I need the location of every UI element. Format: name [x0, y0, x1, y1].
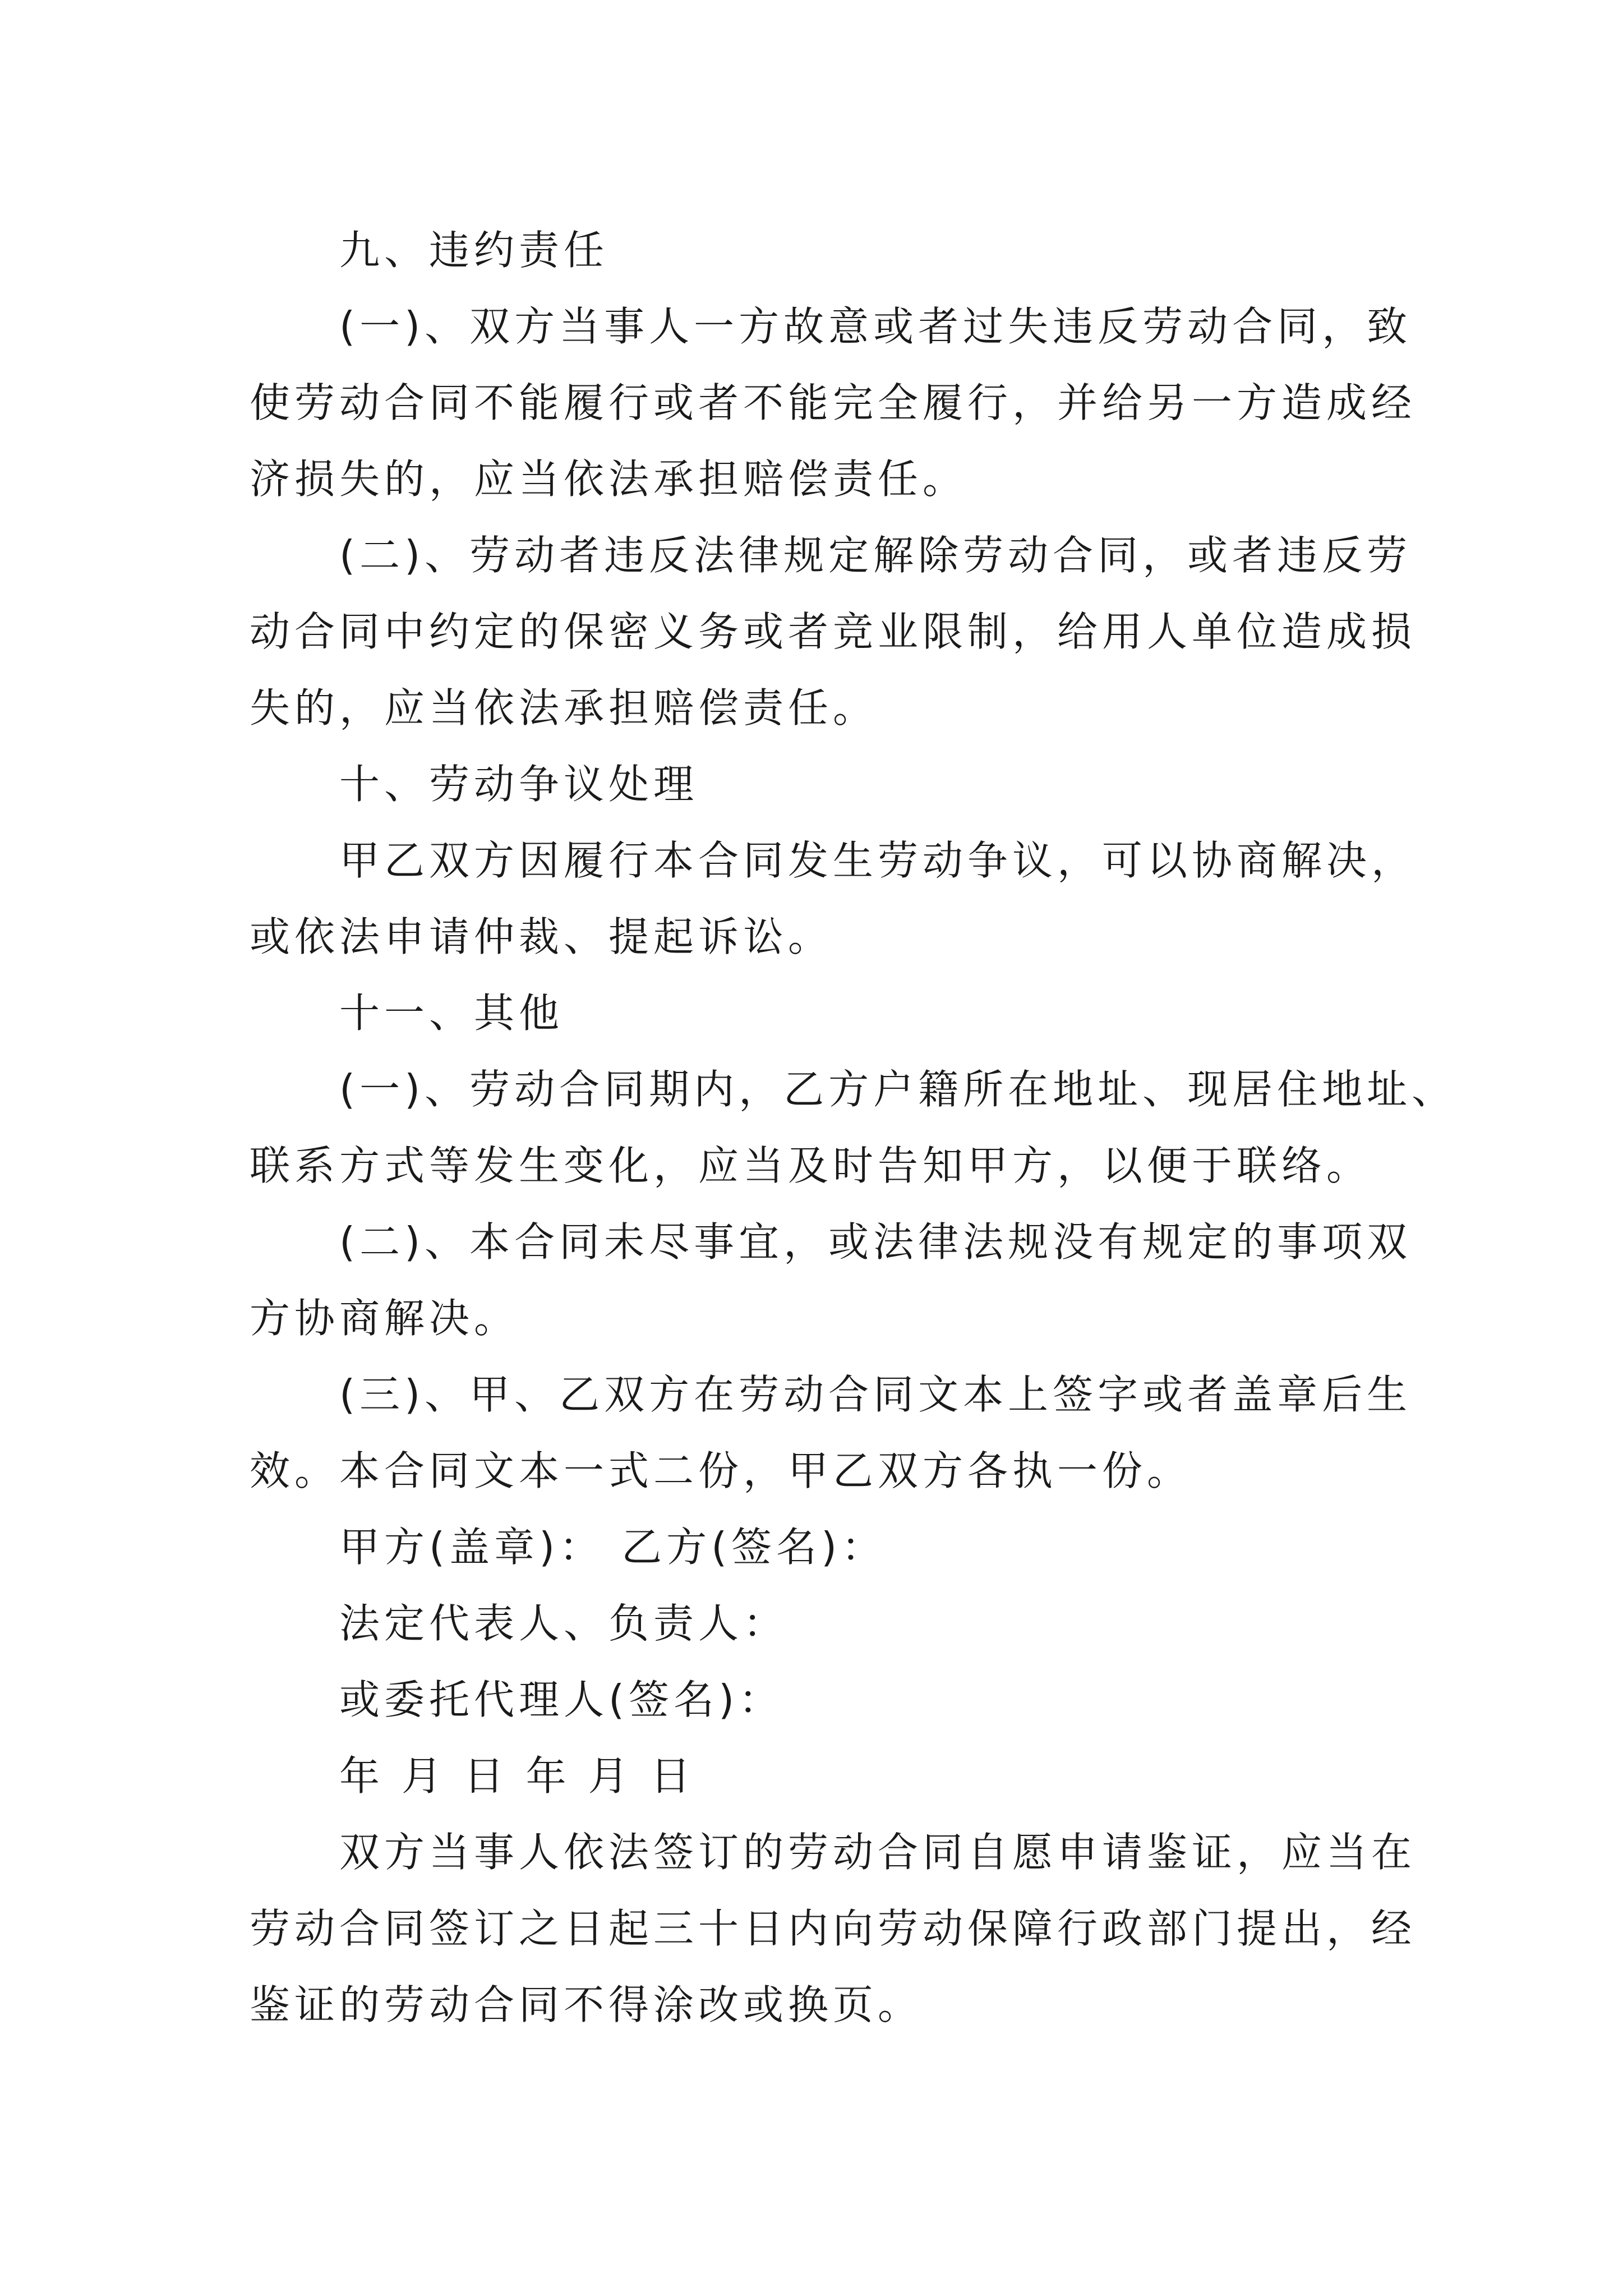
section-heading-other: 十一、其他 — [339, 990, 564, 1037]
paragraph-line: 联系方式等发生变化，应当及时告知甲方，以便于联络。 — [250, 1142, 1372, 1189]
paragraph-line: 双方当事人依法签订的劳动合同自愿申请鉴证，应当在 — [339, 1829, 1417, 1876]
paragraph-line: 鉴证的劳动合同不得涂改或换页。 — [250, 1981, 923, 2028]
paragraph-line: 或依法申请仲裁、提起诉讼。 — [250, 913, 833, 960]
authorized-agent-line: 或委托代理人(签名)： — [339, 1676, 784, 1723]
paragraph-line: (二)、劳动者违反法律规定解除劳动合同，或者违反劳 — [339, 532, 1412, 579]
paragraph-line: (一)、双方当事人一方故意或者过失违反劳动合同，致 — [339, 303, 1412, 350]
section-heading-breach-liability: 九、违约责任 — [339, 227, 609, 274]
paragraph-line: 甲乙双方因履行本合同发生劳动争议，可以协商解决， — [339, 837, 1417, 884]
paragraph-line: 效。本合同文本一式二份，甲乙双方各执一份。 — [250, 1447, 1192, 1494]
paragraph-line: 济损失的，应当依法承担赔偿责任。 — [250, 455, 968, 503]
section-heading-labor-dispute: 十、劳动争议处理 — [339, 761, 699, 808]
paragraph-line: 方协商解决。 — [250, 1295, 519, 1342]
legal-representative-line: 法定代表人、负责人： — [339, 1600, 789, 1647]
paragraph-line: 失的，应当依法承担赔偿责任。 — [250, 684, 878, 731]
date-line: 年 月 日 年 月 日 — [339, 1752, 695, 1800]
paragraph-line: (一)、劳动合同期内，乙方户籍所在地址、现居住地址、 — [339, 1066, 1457, 1113]
paragraph-line: 动合同中约定的保密义务或者竞业限制，给用人单位造成损 — [250, 608, 1417, 655]
paragraph-line: 使劳动合同不能履行或者不能完全履行，并给另一方造成经 — [250, 379, 1417, 426]
paragraph-line: (二)、本合同未尽事宜，或法律法规没有规定的事项双 — [339, 1218, 1412, 1266]
paragraph-line: 劳动合同签订之日起三十日内向劳动保障行政部门提出，经 — [250, 1905, 1417, 1952]
signature-party-line: 甲方(盖章)： 乙方(签名)： — [339, 1524, 887, 1571]
paragraph-line: (三)、甲、乙双方在劳动合同文本上签字或者盖章后生 — [339, 1371, 1412, 1418]
document-body — [250, 212, 1457, 2043]
